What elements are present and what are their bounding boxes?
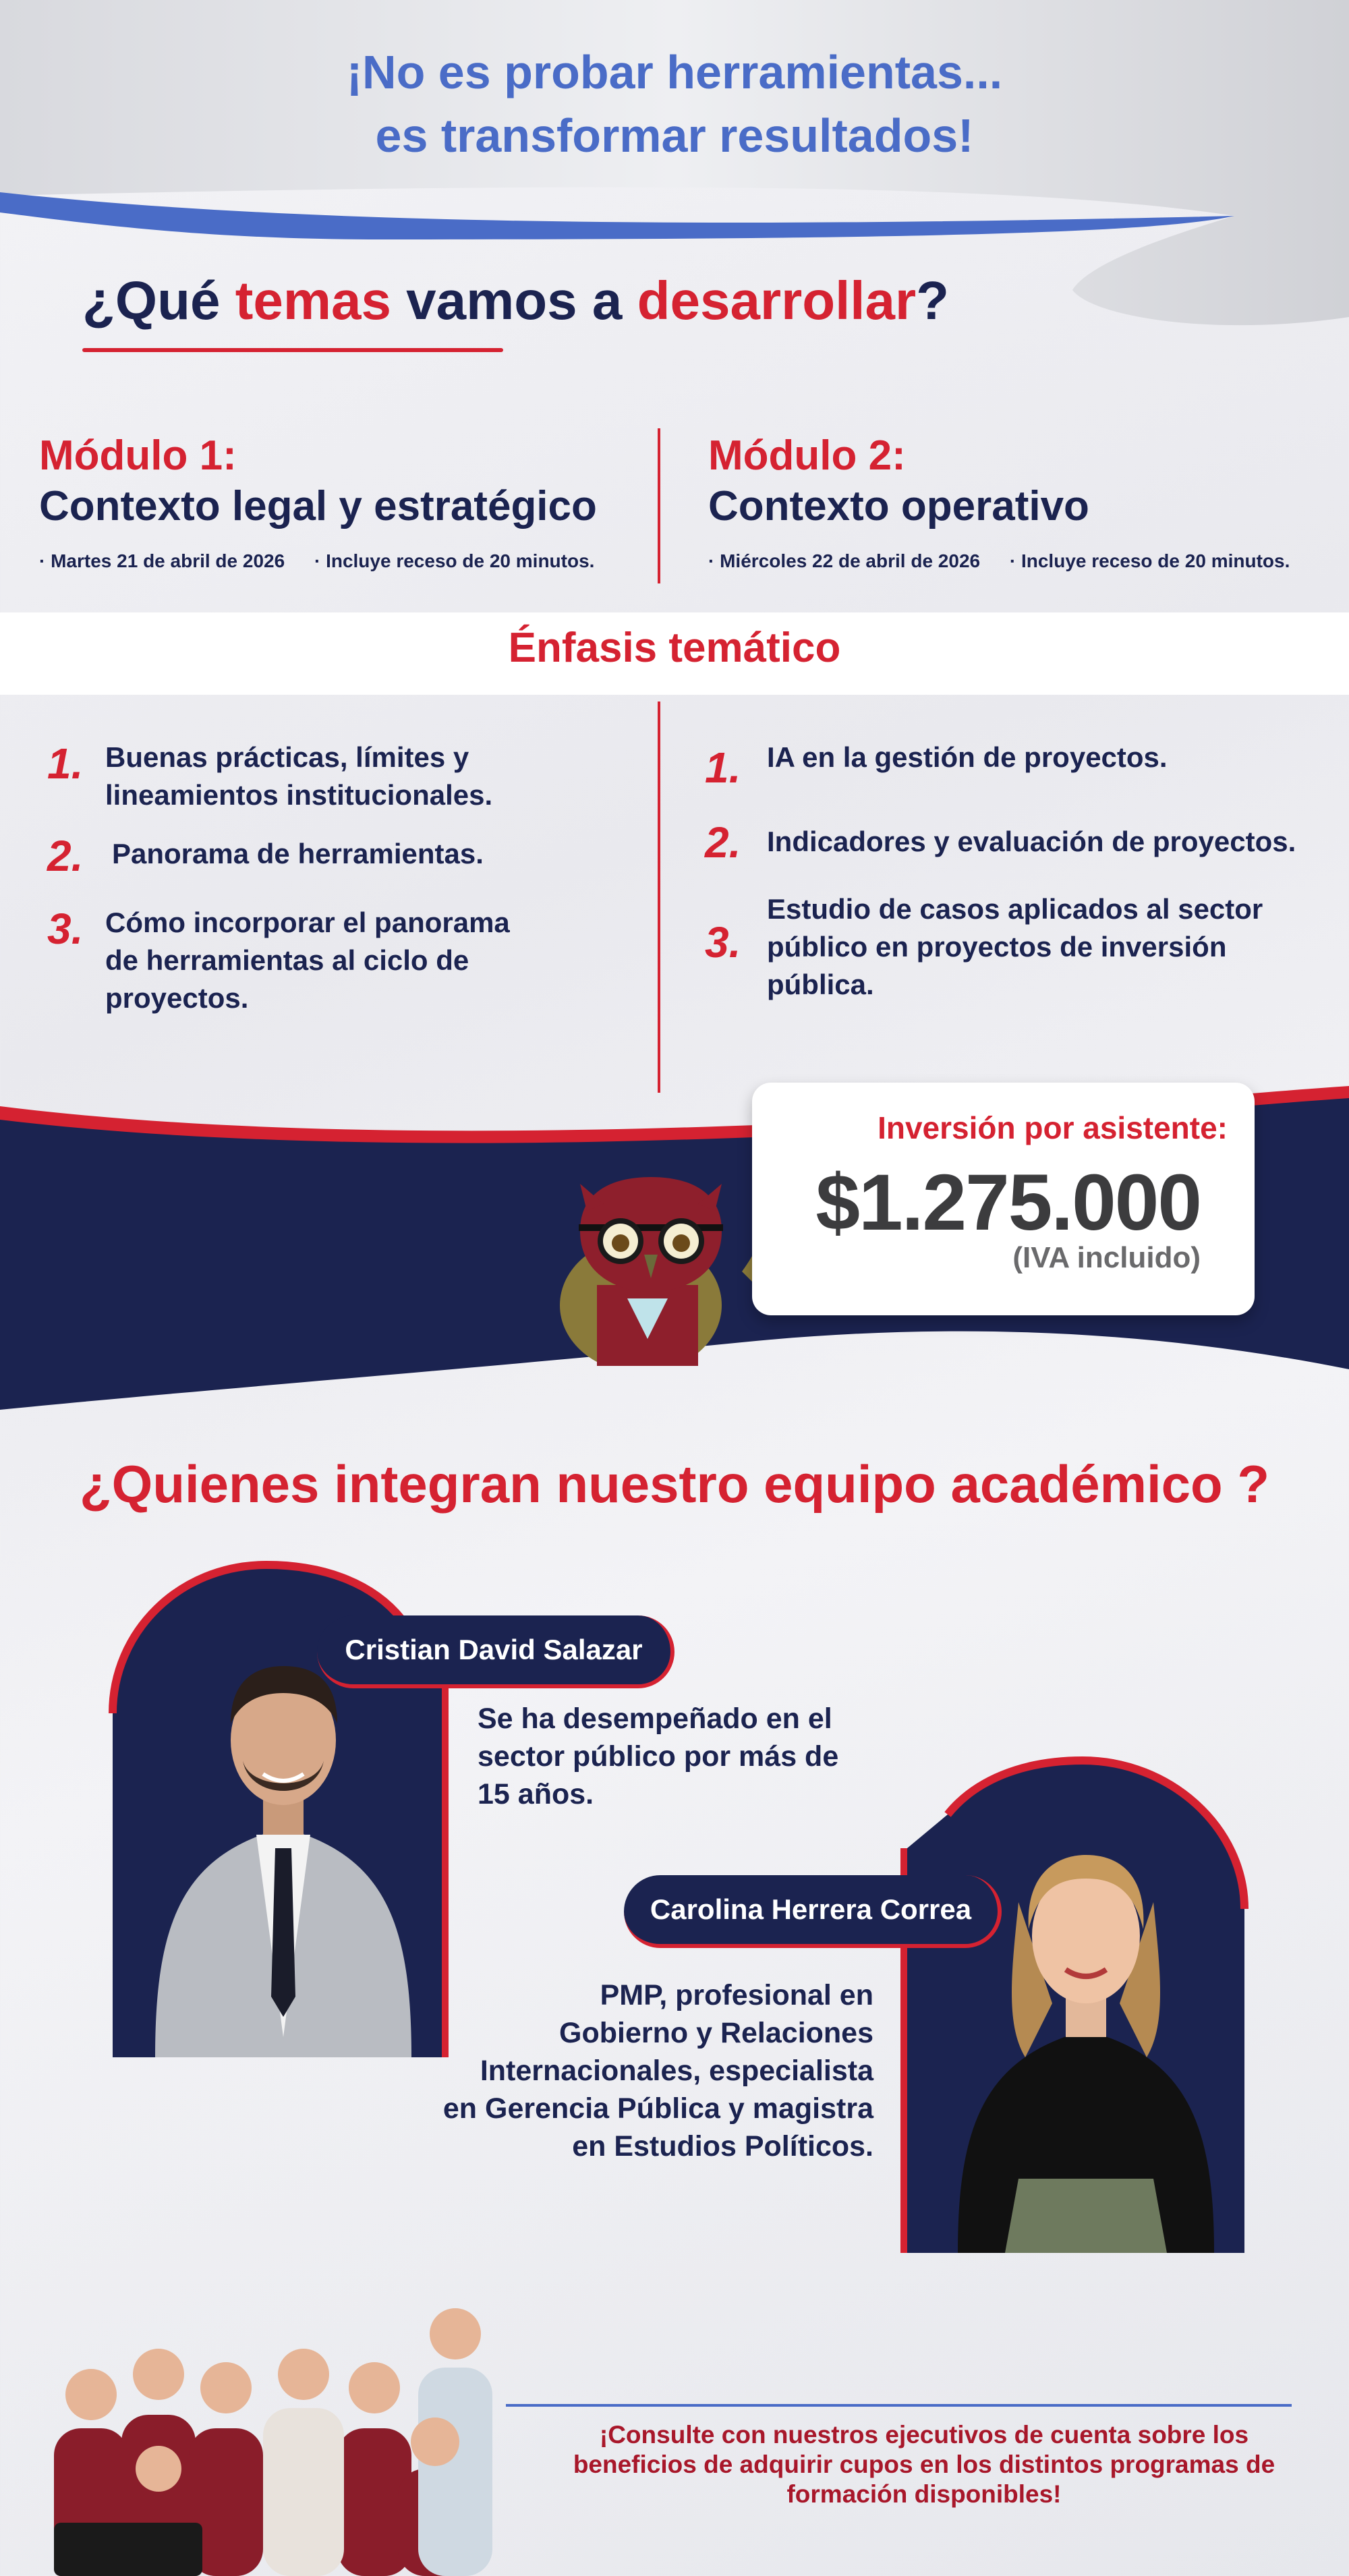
module-label: Módulo 2: [708, 432, 906, 479]
emphasis-title: Énfasis temático [508, 625, 841, 671]
item-number: 2. [47, 832, 84, 880]
item-number: 1. [705, 743, 741, 792]
item-text [767, 823, 1349, 861]
topics-title-highlight: temas [235, 270, 391, 331]
cta-line: beneficios de adquirir cupos en los distintos programas de [573, 2451, 1275, 2478]
member-bio [378, 1976, 873, 2165]
bio-line: PMP, profesional en [600, 1979, 873, 2011]
item-text-line: lineamientos institucionales. [105, 779, 493, 811]
item-text [112, 835, 665, 873]
module-date: · Martes 21 de abril de 2026 [39, 550, 285, 571]
bio-line: en Estudios Políticos. [572, 2130, 873, 2163]
team-group-photo [40, 2273, 526, 2576]
bio-line: Gobierno y Relaciones [559, 2017, 873, 2049]
bio-line: 15 años. [478, 1778, 594, 1810]
module-divider [658, 428, 660, 583]
topics-title-part: ¿Qué [82, 270, 235, 331]
module-note: · Incluye receso de 20 minutos. [314, 550, 595, 571]
cta-message [567, 2420, 1282, 2509]
investment-label: Inversión por asistente: [878, 1110, 1228, 1145]
item-text-line: pública. [767, 969, 874, 1000]
module-2 [708, 432, 1336, 572]
item-number: 3. [705, 918, 741, 967]
member-photo [944, 1801, 1228, 2253]
item-text [105, 904, 658, 1017]
bio-line: en Gerencia Pública y magistra [442, 2092, 873, 2125]
cta-line: ¡Consulte con nuestros ejecutivos de cuenta sobre los [599, 2421, 1249, 2449]
bio-line: sector público por más de [478, 1740, 839, 1773]
bio-line: Internacionales, especialista [480, 2055, 873, 2087]
module-date: · Miércoles 22 de abril de 2026 [708, 550, 981, 571]
member-bio [478, 1700, 896, 1813]
hero-line-1: ¡No es probar herramientas... [346, 46, 1003, 98]
module-name: Contexto operativo [708, 483, 1089, 529]
topics-title-part: vamos a [391, 270, 637, 331]
member-name-badge [624, 1875, 1002, 1948]
cta-divider [506, 2404, 1292, 2407]
member-name: Cristian David Salazar [345, 1634, 643, 1665]
module-1 [39, 432, 646, 572]
title-underline [82, 348, 503, 352]
item-text-line: Cómo incorporar el panorama [105, 907, 510, 938]
cta-line: formación disponibles! [786, 2480, 1062, 2508]
hero-headline [0, 40, 1349, 167]
module-meta [708, 550, 1336, 572]
module-name: Contexto legal y estratégico [39, 483, 597, 529]
item-text-line: Indicadores y evaluación de proyectos. [767, 826, 1296, 857]
team-title: ¿Quienes integran nuestro equipo académico ? [80, 1454, 1269, 1514]
item-number: 3. [47, 905, 84, 953]
item-text-line: proyectos. [105, 982, 249, 1014]
investment-card [752, 1083, 1255, 1315]
item-text [105, 739, 658, 814]
item-number: 1. [47, 739, 84, 788]
item-text-line: de herramientas al ciclo de [105, 944, 469, 976]
module-label: Módulo 1: [39, 432, 237, 479]
item-text-line: Estudio de casos aplicados al sector [767, 893, 1263, 925]
hero-line-2: es transformar resultados! [375, 109, 974, 162]
investment-tax-note: (IVA incluido) [1012, 1241, 1201, 1274]
item-text [767, 739, 1349, 776]
item-text-line: Buenas prácticas, límites y [105, 741, 469, 773]
topics-title-part: ? [916, 270, 950, 331]
member-name-badge [317, 1615, 674, 1688]
module-meta [39, 550, 646, 572]
module-note: · Incluye receso de 20 minutos. [1009, 550, 1290, 571]
item-text-line: público en proyectos de inversión [767, 931, 1227, 963]
member-name: Carolina Herrera Correa [650, 1893, 972, 1925]
bio-line: Se ha desempeñado en el [478, 1702, 832, 1735]
item-text-line: Panorama de herramientas. [112, 838, 484, 869]
topics-title [82, 270, 949, 332]
topics-title-highlight: desarrollar [637, 270, 917, 331]
item-text-line: IA en la gestión de proyectos. [767, 741, 1168, 773]
investment-price: $1.275.000 [815, 1158, 1201, 1247]
item-number: 2. [705, 818, 741, 867]
item-text [767, 890, 1349, 1004]
